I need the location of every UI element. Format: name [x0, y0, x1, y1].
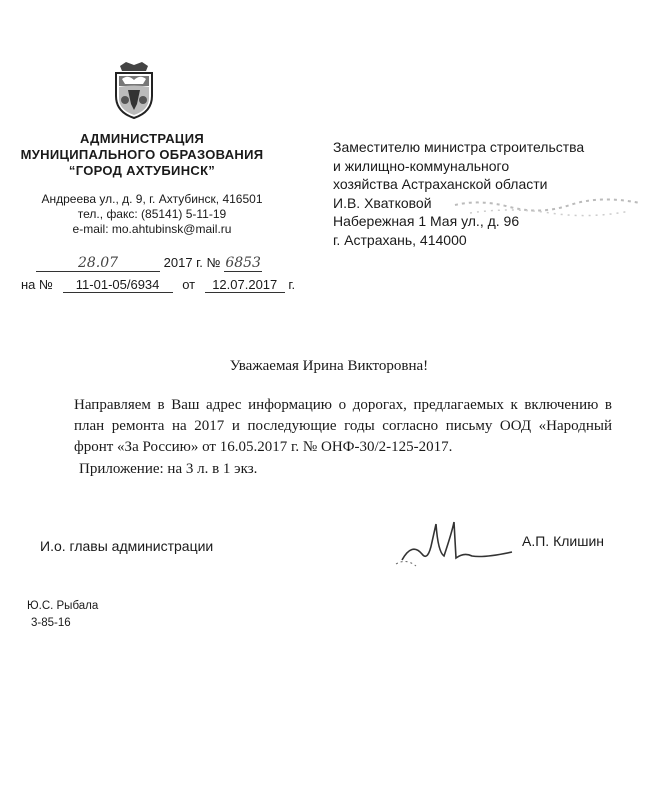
reference-date-field	[205, 277, 285, 293]
reference-number-field	[63, 277, 173, 293]
executor-name: Ю.С. Рыбала	[27, 600, 99, 612]
signatory-name: А.П. Клишин	[522, 533, 604, 549]
coat-of-arms-emblem	[110, 60, 158, 120]
scan-smudge-mark	[450, 193, 650, 223]
recipient-line: хозяйства Астраханской области	[333, 176, 548, 192]
signatory-role: И.о. главы администрации	[40, 538, 214, 554]
org-title-line: АДМИНИСТРАЦИЯ	[79, 131, 205, 146]
outgoing-date-field	[36, 255, 160, 272]
handwritten-signature	[392, 512, 522, 572]
org-title-line: МУНИЦИПАЛЬНОГО ОБРАЗОВАНИЯ	[20, 147, 264, 162]
letter-body	[74, 395, 612, 458]
executor-block	[27, 598, 98, 632]
org-phone-fax: тел., факс: (85141) 5-11-19	[77, 207, 227, 221]
appendix-note: Приложение: на 3 л. в 1 экз.	[79, 461, 258, 477]
org-title-line: “ГОРОД АХТУБИНСК”	[68, 163, 216, 178]
outgoing-number-handwritten: 6853	[225, 255, 261, 271]
body-paragraph: Направляем в Ваш адрес информацию о дорогах, предлагаемых к включению в план ремонта на 2017 и последующие годы согласно письму ООД «Народный фронт «За Россию» от 16.05.2017 г. № ОНФ-30/2-125-2017.	[74, 397, 612, 455]
outgoing-number-prefix: №	[206, 255, 221, 270]
organization-title	[0, 131, 284, 179]
org-address: Андреева ул., д. 9, г. Ахтубинск, 416501	[41, 192, 263, 206]
salutation: Уважаемая Ирина Викторовна!	[229, 358, 429, 374]
executor-phone: 3-85-16	[31, 617, 71, 629]
organization-contacts	[30, 192, 274, 237]
org-email: e-mail: mo.ahtubinsk@mail.ru	[72, 222, 232, 236]
reference-date: 12.07.2017	[212, 277, 278, 292]
reference-number-line	[21, 277, 295, 293]
outgoing-date-handwritten: 28.07	[77, 255, 119, 271]
recipient-address: Набережная 1 Мая ул., д. 96	[333, 213, 520, 229]
recipient-line: и жилищно-коммунального	[333, 157, 510, 174]
outgoing-number-field	[224, 255, 262, 272]
recipient-city: г. Астрахань, 414000	[333, 231, 467, 248]
reference-prefix: на №	[21, 277, 53, 292]
reference-from-label: от	[182, 277, 196, 292]
recipient-line: Заместителю министра строительства	[333, 139, 585, 155]
outgoing-number-line	[36, 255, 262, 272]
reference-number: 11-01-05/6934	[75, 277, 160, 292]
outgoing-year-label: 2017 г.	[163, 255, 203, 270]
recipient-name: И.В. Хватковой	[333, 194, 432, 211]
reference-year-suffix: г.	[288, 277, 296, 292]
